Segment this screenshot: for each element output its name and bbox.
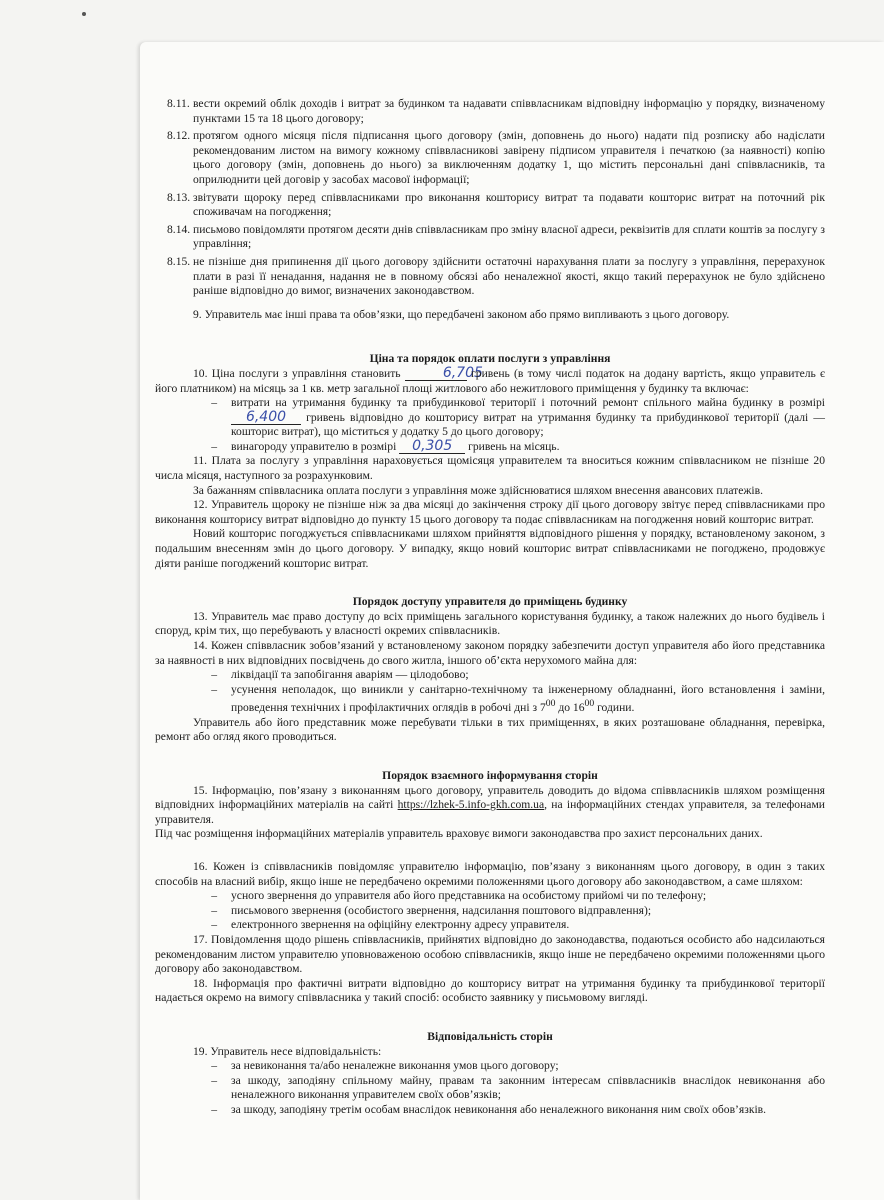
document-body xyxy=(155,97,825,1117)
section-heading-price: Ціна та порядок оплати послуги з управління xyxy=(369,352,611,366)
scan-speck xyxy=(82,12,86,16)
clause-14-item-1: – ліквідації та запобігання аваріям — цілодобово; xyxy=(211,668,469,682)
clause-12-new-estimate: Новий кошторис погоджується співвласниками шляхом прийняття відповідного рішення у порядку, встановленому законом, з подальшим внесенням змін до цього договору. У випадку, якщо новий кошторис витрат співвласниками не погоджено, продовжує діяти раніше погоджений кошторис витрат. xyxy=(155,527,825,570)
website-link[interactable]: https://lzhek-5.info-gkh.com.ua xyxy=(397,798,545,812)
handwritten-price: 6,705 xyxy=(405,367,467,381)
clause-11-advance: За бажанням співвласника оплата послуги з управління може здійснюватися шляхом внесення авансових платежів. xyxy=(193,483,763,497)
clause-14: 14. Кожен співвласник зобов’язаний у встановленому законом порядку забезпечити доступ управителя або його представника за наявності в них відповідних посвідчень до свого житла, іншого об’єкта нерухомого майна для: xyxy=(155,639,825,667)
clause-19-item-1: – за невиконання та/або неналежне виконання умов цього договору; xyxy=(211,1059,559,1073)
clause-17: 17. Повідомлення щодо рішень співвласників, прийнятих відповідно до законодавства, подаються особисто або надсилаються рекомендованим листом управителю уповноваженою особою співвласників, якщо інше не передбачено окремими положеннями цього договору або законодавством. xyxy=(155,932,825,976)
clause-18: 18. Інформація про фактичні витрати відповідно до кошторису витрат на утримання будинку та прибудинкової території надається окремо на вимогу співвласника у такий спосіб: особисто заявнику у письмовому вигляді. xyxy=(155,976,825,1005)
clause-14-presence: Управитель або його представник може перебувати тільки в тих приміщеннях, в яких розташоване обладнання, перевірка, ремонт або огляд якого проводиться. xyxy=(155,715,825,744)
clause-8-13: 8.13. звітувати щороку перед співвласниками про виконання кошторису витрат та подавати кошторис витрат на поточний рік споживачам на погодження; xyxy=(167,190,825,219)
clause-16-item-2: – письмового звернення (особистого звернення, надсилання поштового відправлення); xyxy=(211,903,652,917)
clause-8-11: 8.11. вести окремий облік доходів і витрат за будинком та надавати співвласникам відповідну інформацію у порядку, визначеному пунктами 15 та 18 цього договору; xyxy=(167,97,825,125)
clause-14-item-2: – усунення неполадок, що виникли у санітарно-технічному та інженерному обладнанні, його встановлення і заміни, проведення технічних і профілактичних оглядів в робочі дні з $7^{00}$ до $16^{00}$ години. xyxy=(211,682,825,715)
clause-13: 13. Управитель має право доступу до всіх приміщень загального користування будинку, а також належних до нього будівель і споруд, крім тих, що перебувають у власності окремих співвласників. xyxy=(155,609,825,638)
clause-10: 10. Ціна послуги з управління становить 6,705 гривень (в тому числі податок на додану вартість, якщо управитель є його платником) на місяць за 1 кв. метр загальної площі житлового або нежитлового приміщення у будинку та включає: xyxy=(155,364,825,395)
clause-19-item-2: – за шкоду, заподіяну спільному майну, правам та законним інтересам співвласників внаслідок невиконання або неналежного виконання управителем своїх обов’язків; xyxy=(211,1073,825,1102)
clause-19-item-3: – за шкоду, заподіяну третім особам внаслідок невиконання або неналежного виконання ним своїх обов’язків. xyxy=(211,1102,767,1116)
clause-8-12: 8.12. протягом одного місяця після підписання цього договору (змін, доповнень до нього) надати під розписку або надіслати рекомендованим листом на вимогу кожному співвласникові завірену підписом управителя і печаткою (за наявності) копію цього договору (змін, доповнень до нього) за виключенням додатку 1, що містить персональні дані співвласників, та оприлюднити цей договір у засобах масової інформації; xyxy=(167,129,825,186)
clause-15-personal-data: Під час розміщення інформаційних матеріалів управитель враховує вимоги законодавства про захист персональних даних. xyxy=(155,827,763,841)
clause-16: 16. Кожен із співвласників повідомляє управителю інформацію, пов’язану з виконанням цього договору, в один з таких способів на власний вибір, якщо інше не передбачено окремими положеннями цього договору або законодавством, а саме шляхом: xyxy=(155,859,825,888)
section-heading-information: Порядок взаємного інформування сторін xyxy=(382,769,598,783)
section-heading-responsibility: Відповідальність сторін xyxy=(427,1029,553,1043)
clause-8-14: 8.14. письмово повідомляти протягом десяти днів співвласникам про зміну власної адреси, реквізитів для сплати коштів за послугу з управління; xyxy=(167,222,825,251)
clause-15: 15. Інформацію, пов’язану з виконанням цього договору, управитель доводить до відома співвласників шляхом розміщення відповідних інформаційних матеріалів на сайті https://lzhek-5.info-gkh.com.ua, на інформаційних стендах управителя, за телефонами управителя. xyxy=(155,783,825,826)
clause-16-item-3: – електронного звернення на офіційну електронну адресу управителя. xyxy=(211,918,570,932)
clause-10-item-1: – витрати на утримання будинку та прибудинкової території і поточний ремонт спільного майна будинку в розмірі 6,400 гривень відповідно до кошторису витрат на утримання будинку та прибудинкової території (далі — кошторис витрат), що міститься у додатку 5 до цього договору; xyxy=(211,396,825,439)
section-heading-access: Порядок доступу управителя до приміщень будинку xyxy=(352,595,628,609)
handwritten-reward: 0,305 xyxy=(399,440,465,454)
clause-8-15: 8.15. не пізніше дня припинення дії цього договору здійснити остаточні нарахування плати за послугу з управління, перерахунок плати в разі її ненадання, надання не в повному обсязі або неналежної якості, якщо такий перерахунок не було здійснено раніше відповідно до вимог, визначених законодавством. xyxy=(167,254,825,298)
clause-10-item-2: – винагороду управителю в розмірі 0,305 гривень на місяць. xyxy=(211,437,560,454)
clause-19: 19. Управитель несе відповідальність: xyxy=(193,1044,382,1058)
clause-16-item-1: – усного звернення до управителя або його представника на особистому прийомі чи по телефону; xyxy=(211,889,707,903)
clause-9: 9. Управитель має інші права та обов’язки, що передбачені законом або прямо випливають з цього договору. xyxy=(193,307,730,321)
clause-12: 12. Управитель щороку не пізніше ніж за два місяці до закінчення строку дії цього договору звітує перед співвласниками про виконання кошторису витрат відповідно до пункту 15 цього договору та подає співвласникам на погодження новий кошторис витрат. xyxy=(155,498,825,526)
clause-11: 11. Плата за послугу з управління нараховується щомісяця управителем та вноситься кожним співвласником не пізніше 20 числа місяця, наступного за розрахунковим. xyxy=(155,454,825,483)
handwritten-maintenance-cost: 6,400 xyxy=(231,411,301,425)
